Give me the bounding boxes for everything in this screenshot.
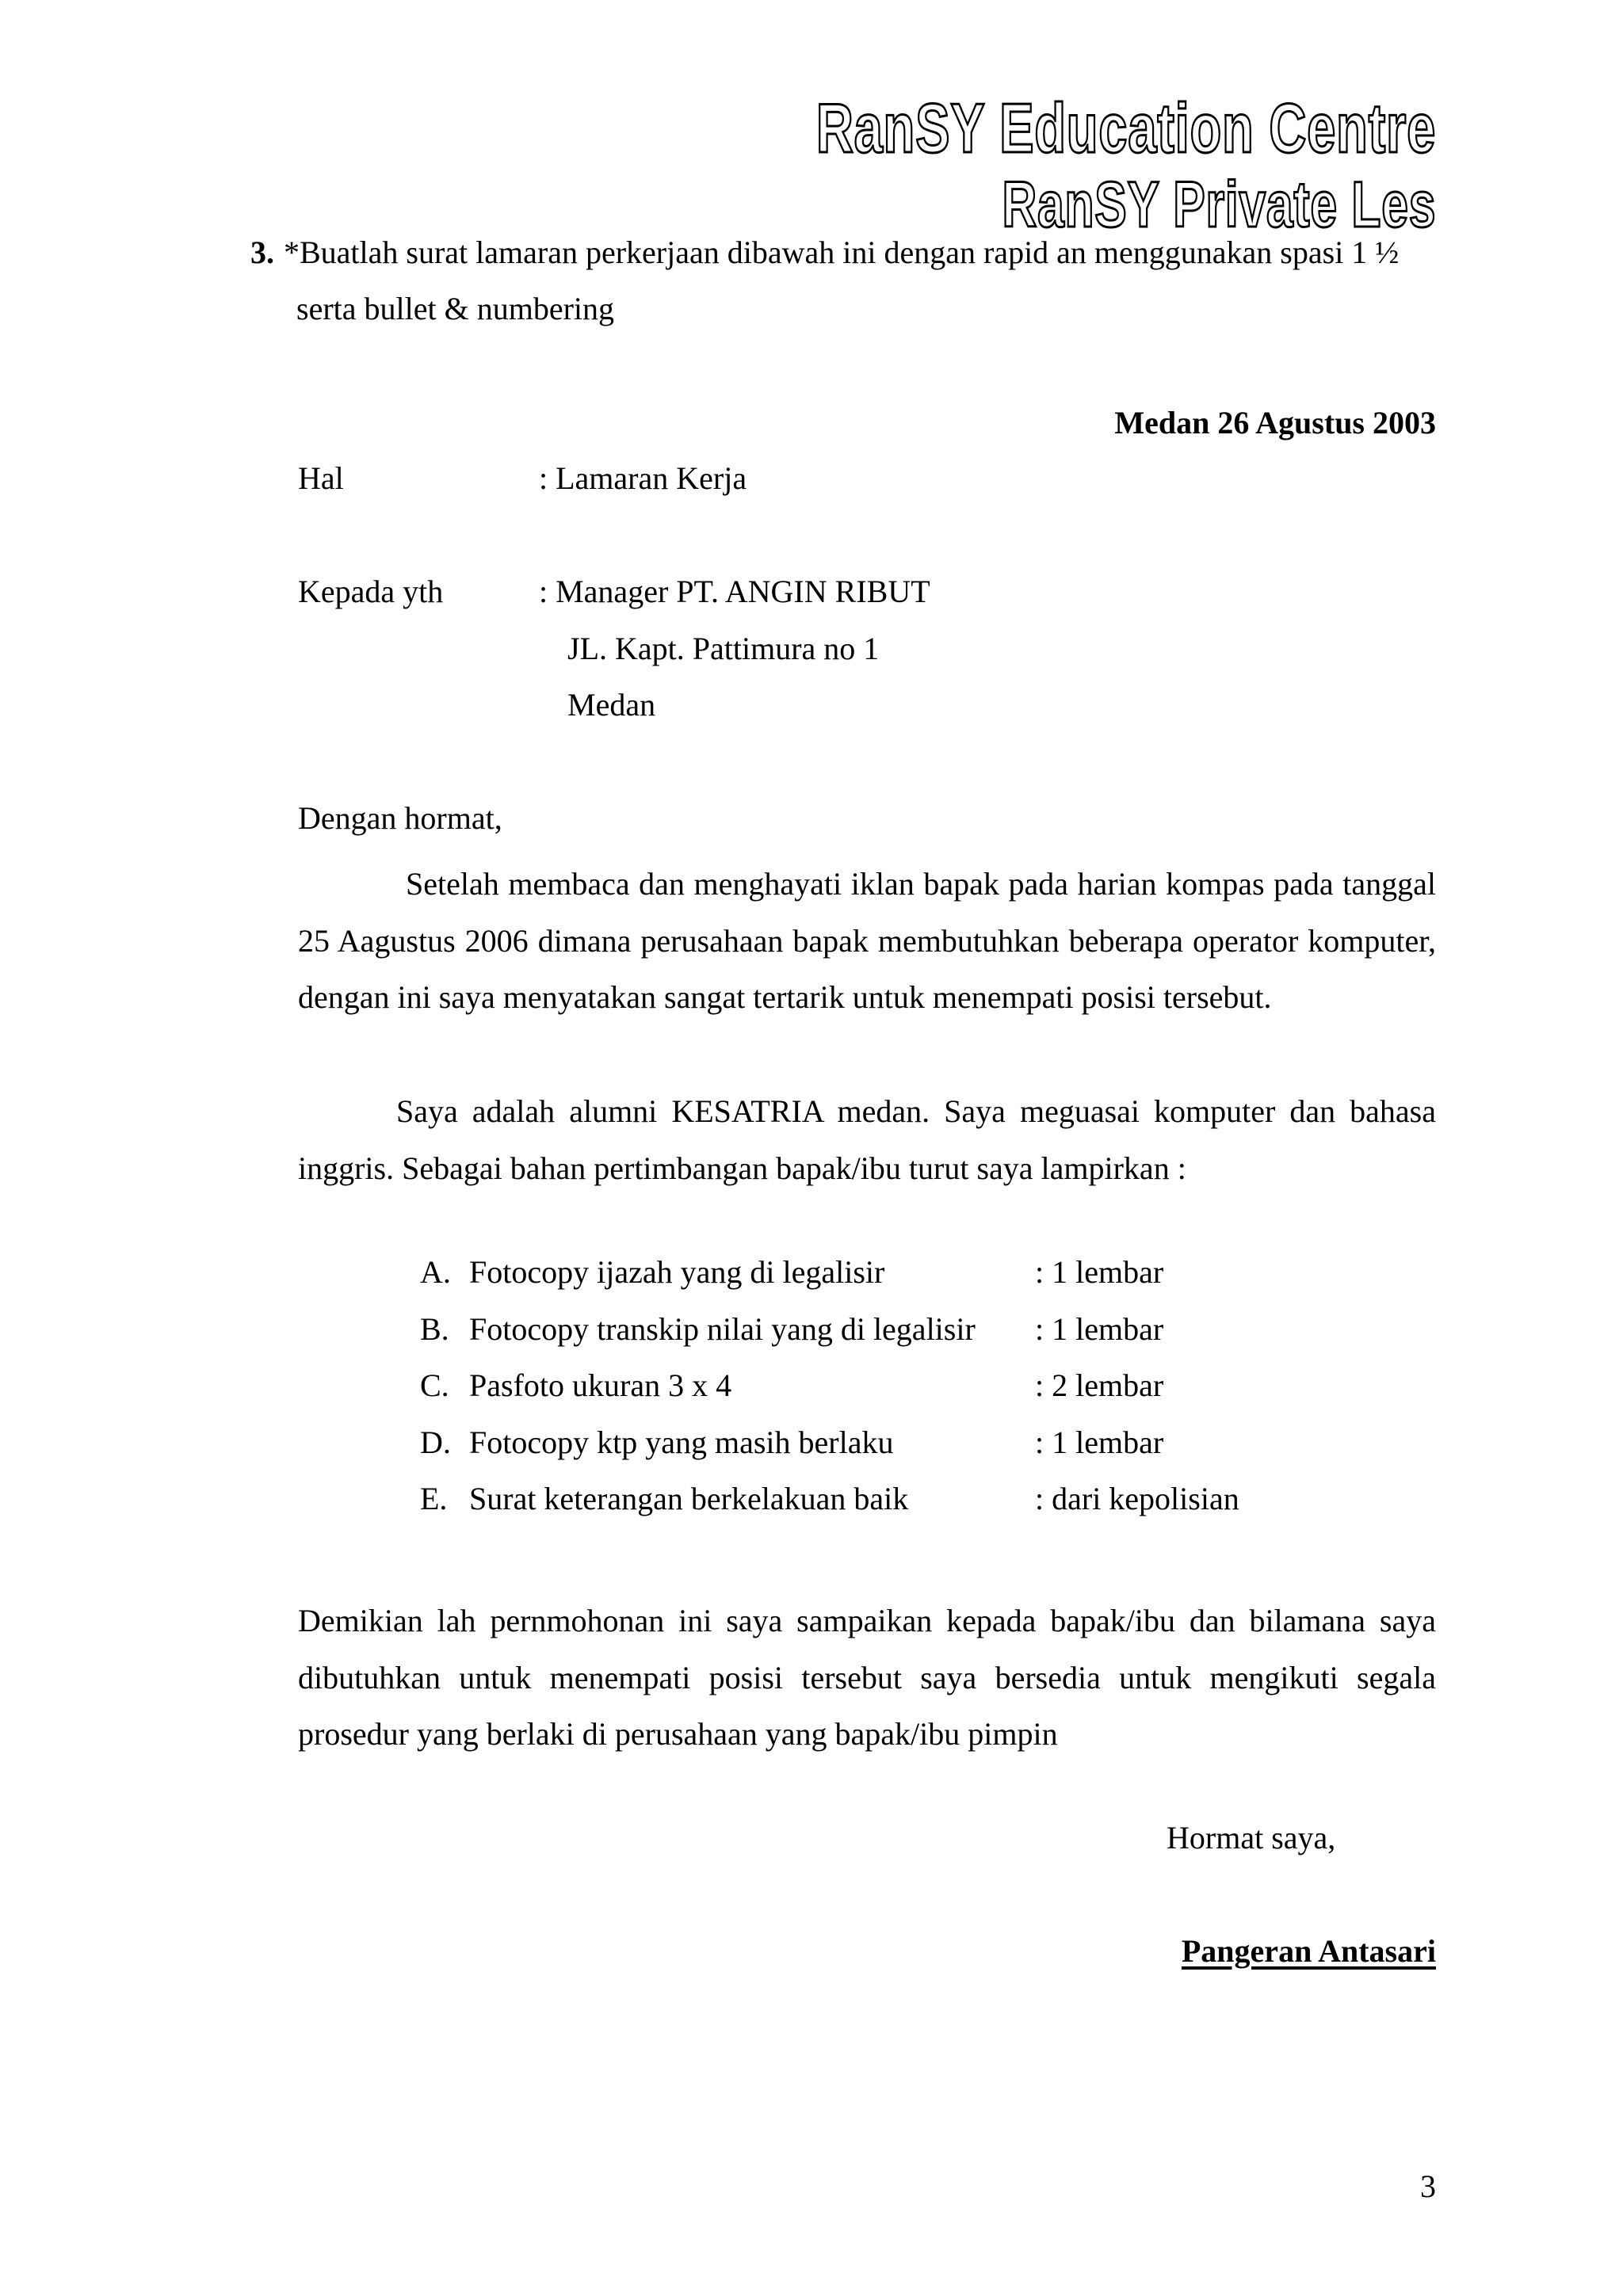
- body-paragraph-3: Demikian lah pernmohonan ini saya sampaikan kepada bapak/ibu dan bilamana saya dibutuhkan untuk menempati posisi tersebut saya bersedia untuk mengikuti segala prosedur yang berlaki di perusahaan yang bapak/ibu pimpin: [298, 1603, 1436, 1752]
- header-logo-title: RanSY Education Centre: [815, 89, 1436, 167]
- list-item-quantity: : 2 lembar: [1035, 1367, 1164, 1403]
- list-item: [420, 1253, 1292, 1310]
- subject-value: : Lamaran Kerja: [539, 460, 747, 496]
- list-item-quantity: : dari kepolisian: [1035, 1481, 1239, 1516]
- list-item-quantity: : 1 lembar: [1035, 1310, 1164, 1347]
- subject-label: Hal: [298, 460, 344, 496]
- list-item-text: Fotocopy transkip nilai yang di legalisir: [469, 1310, 976, 1347]
- list-item-text: Fotocopy ktp yang masih berlaku: [469, 1424, 894, 1460]
- list-item-text: Pasfoto ukuran 3 x 4: [469, 1367, 732, 1403]
- page-number: 3: [1420, 2168, 1436, 2204]
- list-item-letter: C.: [420, 1367, 449, 1403]
- body-paragraph-1: Setelah membaca dan menghayati iklan bapak pada harian kompas pada tanggal 25 Aagustus 2006 dimana perusahaan bapak membutuhkan beberapa operator komputer, dengan ini saya menyatakan sangat tertarik untuk menempati posisi tersebut.: [298, 866, 1436, 1015]
- body-paragraph-2: Saya adalah alumni KESATRIA medan. Saya meguasai komputer dan bahasa inggris. Sebagai bahan pertimbangan bapak/ibu turut saya lampirkan :: [298, 1093, 1436, 1186]
- list-item: [420, 1367, 1292, 1424]
- signer-name: Pangeran Antasari: [1181, 1933, 1436, 1969]
- recipient-address: JL. Kapt. Pattimura no 1: [567, 631, 880, 666]
- salutation: Dengan hormat,: [298, 800, 502, 836]
- list-item-letter: B.: [420, 1310, 449, 1347]
- list-item-letter: A.: [420, 1254, 451, 1290]
- attachment-list: [420, 1253, 1292, 1537]
- instruction-line-2: serta bullet & numbering: [296, 291, 615, 326]
- list-item-letter: D.: [420, 1424, 451, 1460]
- list-item-quantity: : 1 lembar: [1035, 1254, 1164, 1290]
- list-item-quantity: : 1 lembar: [1035, 1424, 1164, 1460]
- list-item: [420, 1480, 1292, 1537]
- list-item: [420, 1424, 1292, 1481]
- list-item-letter: E.: [420, 1481, 448, 1516]
- instruction-number: 3.: [250, 235, 274, 270]
- header-logo-subtitle: RanSY Private Les: [1002, 169, 1436, 241]
- closing-phrase: Hormat saya,: [1167, 1820, 1336, 1855]
- list-item-text: Surat keterangan berkelakuan baik: [469, 1481, 909, 1516]
- list-item-text: Fotocopy ijazah yang di legalisir: [469, 1254, 885, 1290]
- recipient-label: Kepada yth: [298, 574, 444, 609]
- instruction-line-1: *Buatlah surat lamaran perkerjaan dibawah ini dengan rapid an menggunakan spasi 1 ½: [284, 235, 1400, 270]
- letter-date: Medan 26 Agustus 2003: [1114, 405, 1436, 441]
- list-item: [420, 1310, 1292, 1367]
- recipient-city: Medan: [567, 687, 656, 723]
- recipient-name: : Manager PT. ANGIN RIBUT: [539, 574, 930, 609]
